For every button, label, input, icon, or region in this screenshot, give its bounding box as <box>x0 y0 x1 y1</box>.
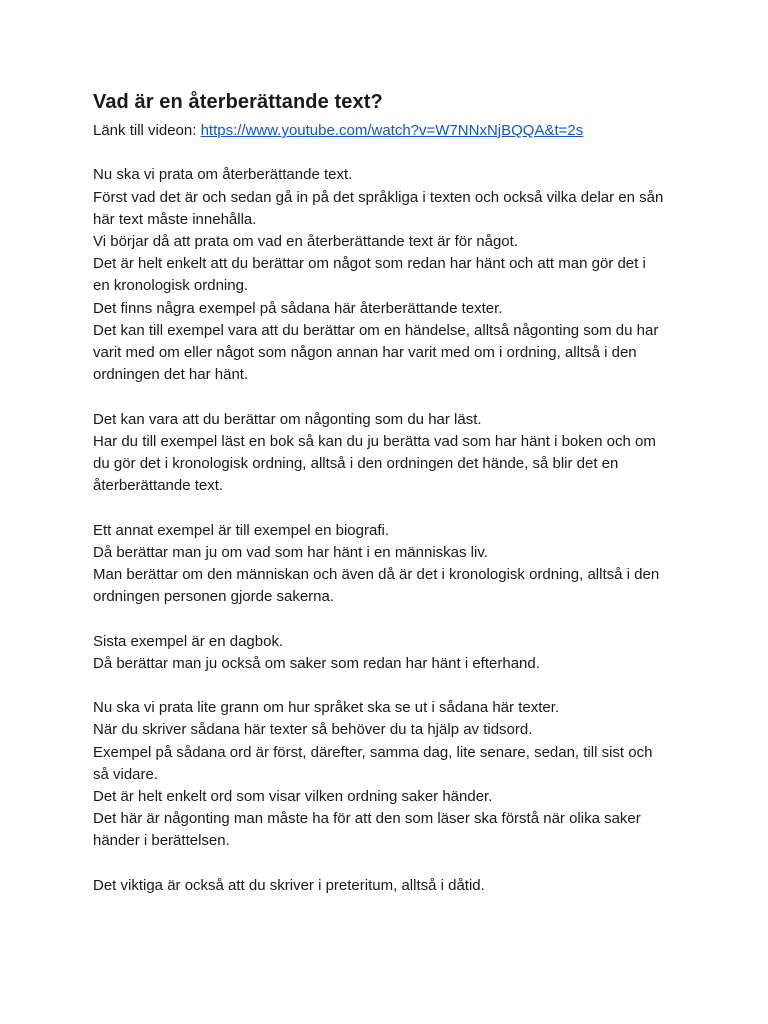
text-line: Exempel på sådana ord är först, därefter, samma dag, lite senare, sedan, till sist och <box>93 743 653 761</box>
paragraph <box>93 409 693 498</box>
text-line: Då berättar man ju också om saker som redan har hänt i efterhand. <box>93 654 540 672</box>
text-line: Man berättar om den människan och även då är det i kronologisk ordning, alltså i den <box>93 566 660 584</box>
paragraph <box>93 164 693 386</box>
paragraph <box>93 520 693 609</box>
paragraph <box>93 631 693 675</box>
text-line: ordningen personen gjorde sakerna. <box>93 588 335 606</box>
paragraph-gap <box>93 497 693 519</box>
text-line: Ett annat exempel är till exempel en biografi. <box>93 521 389 539</box>
text-line: varit med om eller något som någon annan har varit med om i ordning, alltså i den <box>93 344 637 362</box>
paragraph <box>93 875 693 897</box>
document-title: Vad är en återberättande text? <box>93 91 383 113</box>
paragraph-gap <box>93 675 693 697</box>
text-line: Det kan vara att du berättar om någonting som du har läst. <box>93 410 482 428</box>
paragraph <box>93 697 693 852</box>
text-line: Har du till exempel läst en bok så kan du ju berätta vad som har hänt i boken och om <box>93 432 656 450</box>
text-line: Vi börjar då att prata om vad en återberättande text är för något. <box>93 233 518 250</box>
paragraph-gap <box>93 608 693 630</box>
text-line: Det viktiga är också att du skriver i preteritum, alltså i dåtid. <box>93 876 485 894</box>
video-link-line <box>93 120 693 142</box>
document-body <box>93 142 693 897</box>
paragraph-gap <box>93 142 693 164</box>
text-line: Nu ska vi prata lite grann om hur språket ska se ut i sådana här texter. <box>93 699 560 717</box>
text-line: Sista exempel är en dagbok. <box>93 632 284 650</box>
text-line: Först vad det är och sedan gå in på det språkliga i texten och också vilka delar en sån <box>93 188 664 206</box>
text-line: en kronologisk ordning. <box>93 277 249 295</box>
video-link-label: Länk till videon: <box>93 122 201 139</box>
text-line: händer i berättelsen. <box>93 832 230 850</box>
text-line: du gör det i kronologisk ordning, alltså i den ordningen det hände, så blir det en <box>93 455 619 473</box>
paragraph-gap <box>93 853 693 875</box>
text-line: När du skriver sådana här texter så behöver du ta hjälp av tidsord. <box>93 721 533 739</box>
text-line: här text måste innehålla. <box>93 210 257 228</box>
document-page <box>93 90 693 897</box>
text-line: Nu ska vi prata om återberättande text. <box>93 166 353 184</box>
text-line: Det är helt enkelt att du berättar om något som redan har hänt och att man gör det i <box>93 255 646 273</box>
text-line: Det är helt enkelt ord som visar vilken ordning saker händer. <box>93 788 493 806</box>
video-link[interactable]: https://www.youtube.com/watch?v=W7NNxNjBQQA&t=2s <box>200 122 584 139</box>
text-line: Det kan till exempel vara att du berättar om en händelse, alltså någonting som du har <box>93 321 659 339</box>
text-line: så vidare. <box>93 765 159 783</box>
paragraph-gap <box>93 386 693 408</box>
text-line: Det finns några exempel på sådana här återberättande texter. <box>93 299 503 317</box>
text-line: Det här är någonting man måste ha för att den som läser ska förstå när olika saker <box>93 810 641 828</box>
text-line: ordningen det har hänt. <box>93 366 249 384</box>
text-line: Då berättar man ju om vad som har hänt i en människas liv. <box>93 543 488 561</box>
text-line: återberättande text. <box>93 477 224 495</box>
